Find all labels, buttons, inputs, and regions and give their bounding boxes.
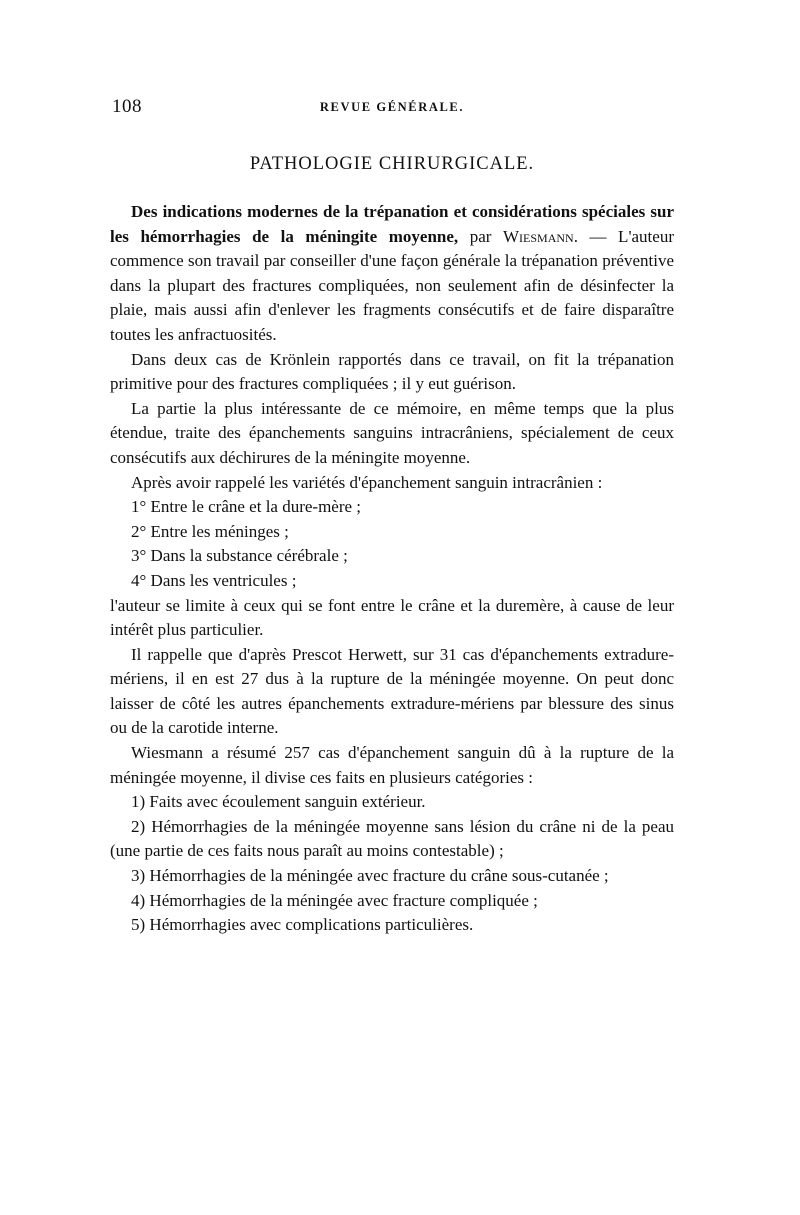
article-author: Wiesmann.	[502, 226, 578, 246]
lead-text: — L'auteur commence son travail par conseiller d'une façon générale la trépanation préventive dans la plupart des fractures compliquées, non seulement afin de désinfecter la plaie, mais aussi afin d'enlever les fragments consécutifs et de faire disparaître toutes les anfractuosités.	[110, 226, 674, 344]
variety-item: 1° Entre le crâne et la dure-mère ;	[131, 497, 362, 517]
category-item: 1) Faits avec écoulement sanguin extérieur.	[131, 792, 426, 812]
paragraph-interest: La partie la plus intéressante de ce mémoire, en même temps que la plus étendue, traite des épanchements sanguins intracrâniens, spécialement de ceux consécutifs aux déchirures de la méningite moyenne.	[110, 398, 674, 467]
running-title: REVUE GÉNÉRALE.	[319, 100, 465, 114]
paragraph-herwett: Il rappelle que d'après Prescot Herwett, sur 31 cas d'épanchements extradure-mériens, il en est 27 dus à la rupture de la méningée moyenne. On peut donc laisser de côté les autres épanchements extradure-mériens par blessure des sinus ou de la carotide interne.	[110, 644, 674, 738]
paragraph-kronlein: Dans deux cas de Krönlein rapportés dans ce travail, on fit la trépanation primitive pour des fractures compliquées ; il y eut guérison.	[110, 349, 674, 394]
category-item: 3) Hémorrhagies de la méningée avec fracture du crâne sous-cutanée ;	[131, 866, 609, 886]
page-number: 108	[112, 96, 142, 117]
article-title: Des indications modernes de la trépanation et considérations spéciales sur les hémorrhagies de la méningite moyenne,	[110, 202, 674, 246]
category-item: 5) Hémorrhagies avec complications particulières.	[131, 915, 474, 935]
article-by: par	[458, 226, 503, 246]
section-title: PATHOLOGIE CHIRURGICALE.	[249, 154, 535, 174]
paragraph-continuation: l'auteur se limite à ceux qui se font entre le crâne et la duremère, à cause de leur intérêt plus particulier.	[110, 595, 674, 640]
variety-item: 4° Dans les ventricules ;	[131, 570, 297, 590]
variety-item: 2° Entre les méninges ;	[131, 521, 289, 541]
article-body	[110, 200, 674, 938]
category-item: 4) Hémorrhagies de la méningée avec fracture compliquée ;	[131, 890, 538, 910]
paragraph-wiesmann: Wiesmann a résumé 257 cas d'épanchement sanguin dû à la rupture de la méningée moyenne, il divise ces faits en plusieurs catégories :	[110, 743, 674, 787]
variety-item: 3° Dans la substance cérébrale ;	[131, 546, 348, 566]
lead-paragraph	[110, 200, 674, 348]
category-item: 2) Hémorrhagies de la méningée moyenne sans lésion du crâne ni de la peau (une partie de ces faits nous paraît au moins contestable) ;	[110, 816, 674, 861]
paragraph-varieties-intro: Après avoir rappelé les variétés d'épanchement sanguin intracrânien :	[131, 472, 603, 492]
running-head	[112, 96, 672, 120]
